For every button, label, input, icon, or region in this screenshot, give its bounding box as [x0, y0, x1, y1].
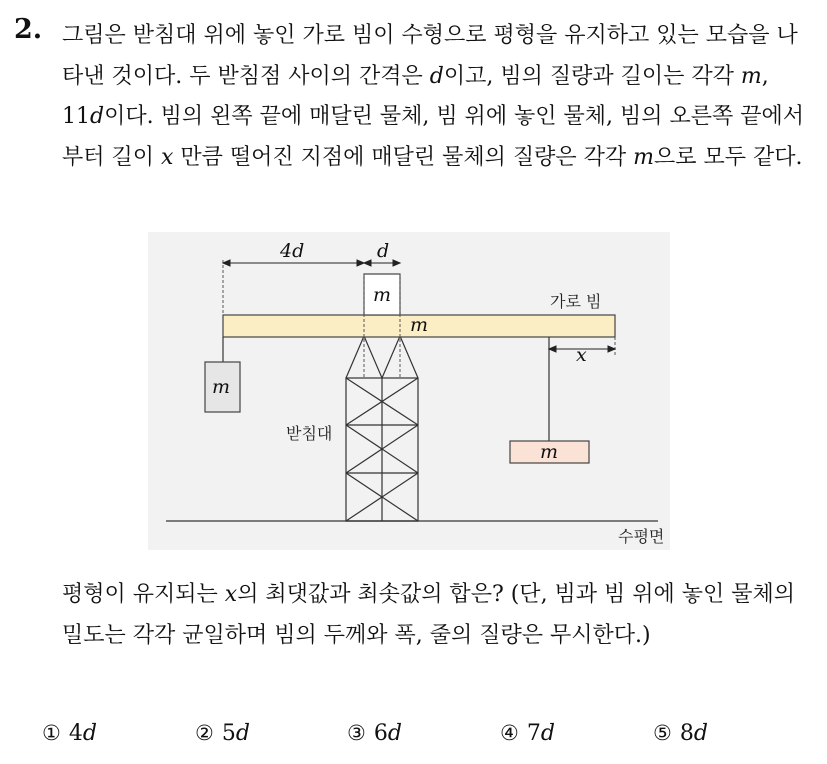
choice-2[interactable] [195, 715, 250, 752]
beam-mass-label: m [410, 314, 429, 336]
stem-text: 그림은 받침대 위에 놓인 가로 빔이 수형으로 평형을 유지하고 있는 모습을 나타낸 것이다. 두 받침점 사이의 간격은 [62, 23, 798, 89]
choice-5-number: 8 [679, 721, 694, 746]
condition-text: 평형이 유지되는 [62, 582, 225, 607]
choice-1-mark: ① [42, 721, 61, 745]
choice-3-mark: ③ [347, 721, 366, 745]
choice-5[interactable] [653, 715, 708, 752]
beam-equilibrium-figure [148, 232, 670, 550]
condition-variable: x [224, 582, 238, 607]
condition-text: 의 최댓값과 최솟값의 합은? (단, 빔과 빔 위에 놓인 물체의 밀도는 각각 균일하며 빔의 두께와 폭, 줄의 질량은 무시한다.) [62, 582, 796, 648]
choice-2-variable: d [235, 721, 250, 746]
choice-5-variable: d [693, 721, 708, 746]
right-block-mass-label: m [540, 441, 559, 463]
question-stem [40, 16, 812, 178]
choice-4-variable: d [540, 721, 555, 746]
ground-label: 수평면 [618, 527, 665, 546]
left-block-mass-label: m [212, 376, 231, 398]
answer-choices [40, 715, 812, 751]
choice-4[interactable] [500, 715, 555, 752]
choice-2-number: 5 [221, 721, 236, 746]
choice-1[interactable] [42, 715, 97, 752]
stem-variable: d [90, 104, 105, 129]
choice-4-mark: ④ [500, 721, 519, 745]
choice-3[interactable] [347, 715, 402, 752]
support-label: 받침대 [286, 424, 333, 443]
dimension-x-label: x [576, 344, 587, 366]
choice-5-mark: ⑤ [653, 721, 672, 745]
stem-text: 이고, 빔의 질량과 길이는 각각 [443, 63, 741, 89]
stem-variable: d [429, 63, 444, 89]
top-block-mass-label: m [373, 284, 392, 306]
question-condition [40, 575, 812, 656]
stem-text: 이다. 빔의 왼쪽 끝에 매달린 물체, 빔 위에 놓인 물체, 빔의 오른쪽 끝에서부터 길이 [62, 104, 805, 170]
choice-2-mark: ② [195, 721, 214, 745]
question-number: 2. [14, 14, 43, 45]
choice-3-variable: d [387, 721, 402, 746]
stem-text: , 11 [62, 63, 769, 129]
choice-1-variable: d [82, 721, 97, 746]
stem-text: 으로 모두 같다. [654, 144, 803, 170]
dimension-d-label: d [377, 240, 390, 262]
dimension-4d-label: 4d [280, 240, 305, 262]
choice-1-number: 4 [68, 721, 83, 746]
stem-text: 만큼 떨어진 지점에 매달린 물체의 질량은 각각 [173, 144, 634, 170]
stem-variable: m [633, 144, 655, 170]
beam-label: 가로 빔 [550, 292, 602, 311]
choice-3-number: 6 [373, 721, 388, 746]
stem-variable: x [161, 144, 174, 170]
choice-4-number: 7 [526, 721, 541, 746]
stem-variable: m [740, 63, 762, 89]
